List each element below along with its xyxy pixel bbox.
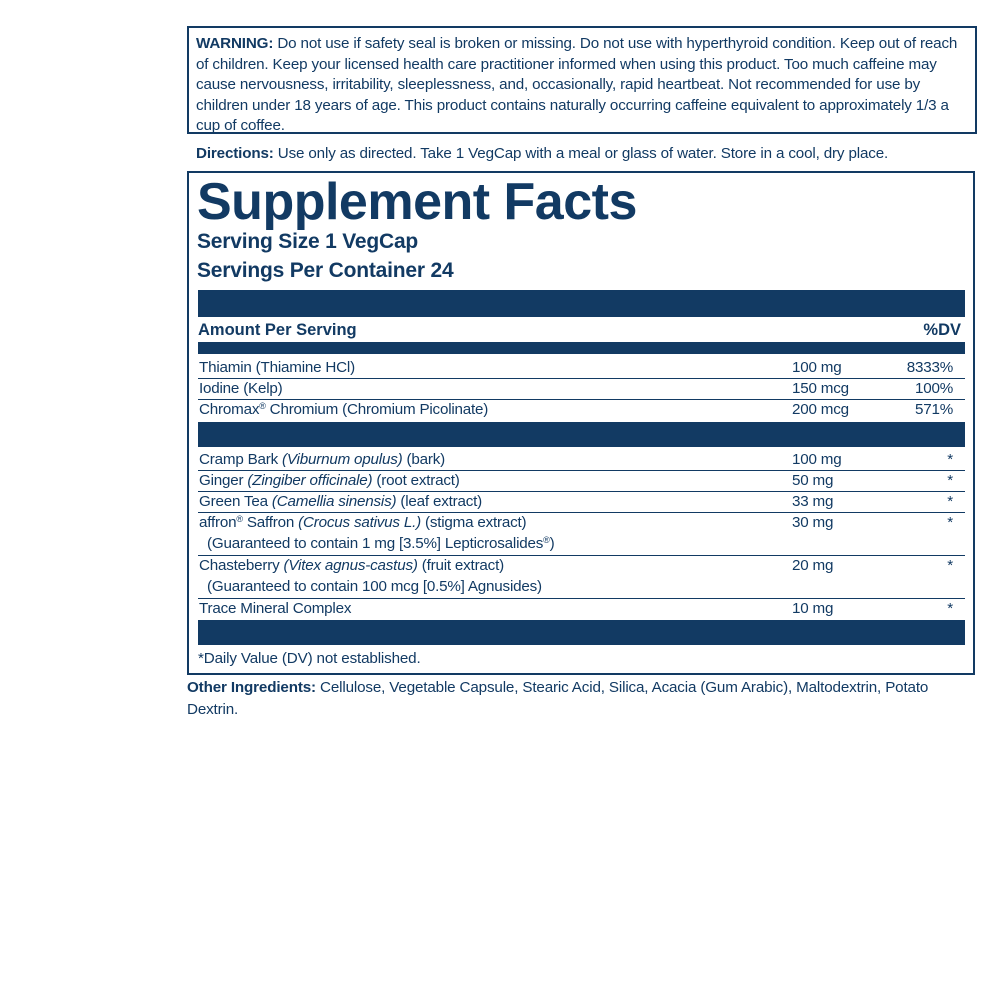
ingredient-name-part: Ginger bbox=[199, 472, 248, 489]
other-ingredients-label: Other Ingredients: bbox=[187, 679, 316, 696]
ingredient-name-part: Saffron bbox=[242, 514, 299, 531]
facts-title: Supplement Facts bbox=[197, 173, 637, 231]
divider-bar bbox=[198, 342, 965, 354]
ingredient-guarantee bbox=[207, 534, 554, 554]
ingredient-dv: * bbox=[947, 557, 953, 574]
supplement-facts-panel bbox=[187, 171, 975, 675]
warning-text: Do not use if safety seal is broken or missing. Do not use with hyperthyroid condition. Keep out of reach of children. Keep your licensed health care practitioner informed when using this product. Too much caffeine may cause nervousness, irritability, sleeplessness, and, occasionally, rapid heartbeat. Not recommended for use by children under 18 years of age. This product contains naturally occurring caffeine equivalent to approximately 1/3 a cup of coffee. bbox=[196, 35, 958, 134]
divider-bar-thick bbox=[198, 620, 965, 645]
nutrient-amount: 150 mcg bbox=[792, 380, 849, 397]
latin-name: (Viburnum opulus) bbox=[282, 451, 403, 468]
ingredient-amount: 30 mg bbox=[792, 514, 834, 531]
nutrient-name bbox=[199, 400, 488, 420]
ingredient-row bbox=[198, 450, 965, 471]
nutrient-name: Thiamin (Thiamine HCl) bbox=[199, 359, 355, 376]
guarantee-text: ) bbox=[549, 535, 555, 552]
ingredient-amount: 50 mg bbox=[792, 472, 834, 489]
ingredient-name-part: (stigma extract) bbox=[420, 514, 527, 531]
ingredient-amount: 20 mg bbox=[792, 557, 834, 574]
directions-text: Use only as directed. Take 1 VegCap with a meal or glass of water. Store in a cool, dry place. bbox=[273, 145, 889, 162]
latin-name: (Crocus sativus L.) bbox=[298, 514, 421, 531]
ingredient-amount: 100 mg bbox=[792, 451, 842, 468]
ingredient-name-part: Cramp Bark bbox=[199, 451, 283, 468]
warning-label: WARNING: bbox=[196, 35, 274, 52]
dv-header-label: %DV bbox=[923, 321, 961, 339]
ingredient-name-part: (leaf extract) bbox=[396, 493, 482, 510]
ingredient-row bbox=[198, 471, 965, 492]
ingredient-dv: * bbox=[947, 514, 953, 531]
nutrient-row bbox=[198, 379, 965, 400]
nutrient-dv: 100% bbox=[914, 380, 953, 397]
amount-per-serving-header bbox=[198, 319, 961, 341]
serving-size: Serving Size 1 VegCap bbox=[197, 230, 419, 253]
ingredient-amount: 33 mg bbox=[792, 493, 834, 510]
ingredient-row bbox=[198, 513, 965, 556]
directions bbox=[196, 144, 976, 164]
registered-mark: ® bbox=[236, 514, 243, 524]
latin-name: (Vitex agnus-castus) bbox=[283, 557, 418, 574]
ingredient-name-part: affron bbox=[199, 514, 237, 531]
directions-label: Directions: bbox=[196, 145, 274, 162]
ingredient-dv: * bbox=[947, 472, 953, 489]
ingredient-row bbox=[198, 599, 965, 619]
nutrient-amount: 200 mcg bbox=[792, 401, 849, 418]
ingredient-name-part: Chasteberry bbox=[199, 557, 284, 574]
ingredient-dv: * bbox=[947, 600, 953, 617]
other-ingredients bbox=[187, 677, 967, 721]
ingredient-name bbox=[199, 450, 445, 470]
ingredient-name bbox=[199, 492, 482, 512]
nutrient-amount: 100 mg bbox=[792, 359, 842, 376]
latin-name: (Zingiber officinale) bbox=[247, 472, 373, 489]
ingredient-dv: * bbox=[947, 493, 953, 510]
ingredient-amount: 10 mg bbox=[792, 600, 834, 617]
warning-box bbox=[187, 26, 977, 134]
ingredient-guarantee: (Guaranteed to contain 100 mcg [0.5%] Agnusides) bbox=[207, 578, 542, 595]
nutrient-row bbox=[198, 400, 965, 420]
guarantee-text: (Guaranteed to contain 1 mg [3.5%] Lepticrosalides bbox=[207, 535, 544, 552]
ingredient-name bbox=[199, 471, 460, 491]
ingredient-name-part: Green Tea bbox=[199, 493, 272, 510]
ingredient-name bbox=[199, 556, 504, 576]
servings-per-container: Servings Per Container 24 bbox=[197, 259, 454, 282]
registered-mark: ® bbox=[543, 535, 550, 545]
ingredient-name-part: (root extract) bbox=[372, 472, 460, 489]
ingredient-name-part: (bark) bbox=[402, 451, 445, 468]
nutrient-dv: 571% bbox=[914, 401, 953, 418]
nutrient-name-part: Chromax bbox=[199, 401, 260, 418]
ingredient-dv: * bbox=[947, 451, 953, 468]
nutrient-dv: 8333% bbox=[906, 359, 953, 376]
other-ingredients-text: Cellulose, Vegetable Capsule, Stearic Acid, Silica, Acacia (Gum Arabic), Maltodextrin, Potato Dextrin. bbox=[187, 679, 929, 718]
amount-header-label: Amount Per Serving bbox=[198, 321, 357, 339]
nutrient-name-part: Chromium (Chromium Picolinate) bbox=[265, 401, 489, 418]
latin-name: (Camellia sinensis) bbox=[271, 493, 397, 510]
ingredient-name: Trace Mineral Complex bbox=[199, 600, 352, 617]
ingredient-name bbox=[199, 513, 526, 533]
daily-value-footnote: *Daily Value (DV) not established. bbox=[198, 650, 421, 667]
divider-bar-thick bbox=[198, 422, 965, 447]
ingredient-name-part: (fruit extract) bbox=[417, 557, 504, 574]
divider-bar-thick bbox=[198, 290, 965, 317]
ingredient-row bbox=[198, 492, 965, 513]
nutrient-name: Iodine (Kelp) bbox=[199, 380, 283, 397]
ingredient-row bbox=[198, 556, 965, 599]
registered-mark: ® bbox=[259, 401, 266, 411]
nutrient-row bbox=[198, 358, 965, 379]
